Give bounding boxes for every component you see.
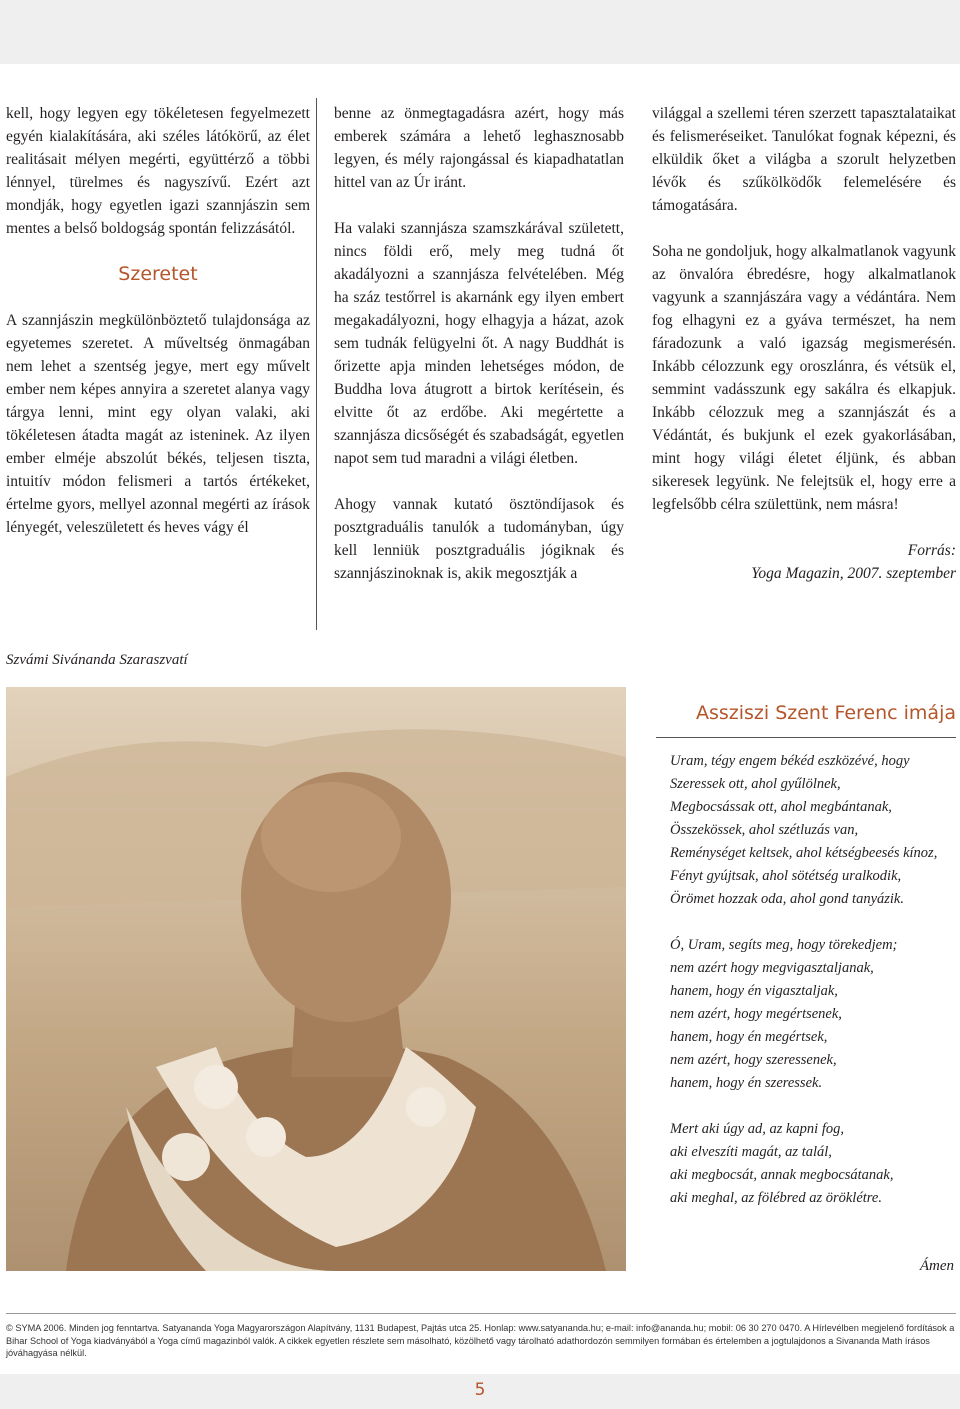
top-band: [0, 0, 960, 64]
prayer-line: Uram, tégy engem békéd eszközévé, hogy: [670, 753, 910, 769]
prayer-amen: Ámen: [919, 1258, 954, 1274]
paragraph: Soha ne gondoljuk, hogy alkalmatlanok vagyunk az önvalóra ébredésre, hogy alkalmatlanok vagyunk a szannjászára vagy a védántára. Nem fog elhagyni ez a gyáva természet, ha nem fáradozunk a való igazság megismerésén. Inkább célozzunk egy oroszlánra, és vétsük el, semmint vadásszunk egy sakálra és elkapjuk. Inkább célozzuk meg a szannjászát és a Védántát, és bukjunk el ezek gyakorlásában, mint hogy világi életet éljünk, és abban sikeresek legyünk. Ne felejtsük el, hogy erre a legfelsőbb célra születtünk, nem másra!: [652, 243, 956, 513]
photo-caption: Szvámi Sivánanda Szaraszvatí: [6, 652, 188, 668]
column-1: [6, 102, 310, 539]
prayer-title: Assziszi Szent Ferenc imája: [695, 702, 956, 724]
source-label: Forrás:: [907, 542, 956, 559]
prayer-line: nem azért, hogy megértsenek,: [670, 1006, 842, 1022]
column-divider: [316, 98, 317, 630]
prayer-line: Megbocsássak ott, ahol megbántanak,: [670, 799, 892, 815]
paragraph: A szannjászin megkülönböztető tulajdonsága az egyetemes szeretet. A műveltség önmagában nem lehet a szentség jegye, mert egy művelt ember nem képes annyira a szeretet alanya vagy tárgya lenni, mint egy olyan valaki, aki tökéletesen átadta magát az isteninek. Az ilyen ember elméje abszolút békés, teljesen tiszta, intuitív módon felismeri a tartós értékeket, értelme gyors, mellyel azonnal megérti az írások lényegét, veleszületett és heves vágy él: [6, 312, 310, 536]
prayer-line: Örömet hozzak oda, ahol gond tanyázik.: [670, 891, 904, 907]
paragraph: kell, hogy legyen egy tökéletesen fegyelmezett egyén kialakítására, aki széles látókörű, az élet realitásait mélyen megérti, együttérző a többi lénnyel, türelmes és nagyszívű. Ezért azt mondják, hogy egyetlen igazi szannjászin sem mentes a belső boldogság spontán felizzásától.: [6, 105, 310, 237]
prayer-line: Szeressek ott, ahol gyűlölnek,: [670, 776, 841, 792]
prayer-line: aki meghal, az fölébred az öröklétre.: [670, 1190, 882, 1206]
prayer-text: [670, 750, 960, 1233]
footer-divider: [6, 1313, 956, 1314]
source-citation: Yoga Magazin, 2007. szeptember: [751, 565, 956, 582]
prayer-line: Fényt gyújtsak, ahol sötétség uralkodik,: [670, 868, 902, 884]
prayer-stanza: [670, 934, 960, 1095]
prayer-line: Ó, Uram, segíts meg, hogy törekedjem;: [670, 937, 898, 953]
prayer-line: nem azért, hogy szeressenek,: [670, 1052, 837, 1068]
paragraph: benne az önmegtagadásra azért, hogy más emberek számára a lehető leghasznosabb legyen, és mély rajongással és kiapadhatatlan hittel van az Úr iránt.: [334, 105, 624, 191]
prayer-divider: [656, 737, 956, 738]
paragraph: Ahogy vannak kutató ösztöndíjasok és posztgraduális tanulók a tudományban, úgy kell lenniük posztgraduális jógiknak és szannjászinoknak is, akik megosztják a: [334, 496, 624, 582]
prayer-line: Reménységet keltsek, ahol kétségbeesés kínoz,: [670, 845, 938, 861]
prayer-line: hanem, hogy én vigasztaljak,: [670, 983, 838, 999]
paragraph: világgal a szellemi téren szerzett tapasztalataikat és felismeréseiket. Tanulókat fognak képezni, és elküldik őket a világba a szorult helyzetben lévők és szűkölködők felemelésére és támogatására.: [652, 105, 956, 214]
prayer-line: Mert aki úgy ad, az kapni fog,: [670, 1121, 844, 1137]
column-3: [652, 102, 956, 585]
prayer-line: hanem, hogy én szeressek.: [670, 1075, 823, 1091]
prayer-line: nem azért hogy megvigasztaljanak,: [670, 960, 874, 976]
portrait-photo: [6, 687, 626, 1271]
prayer-stanza: [670, 750, 960, 911]
prayer-line: hanem, hogy én megértsek,: [670, 1029, 828, 1045]
prayer-stanza: [670, 1118, 960, 1210]
page-number: 5: [474, 1380, 486, 1400]
prayer-line: aki elveszíti magát, az talál,: [670, 1144, 832, 1160]
prayer-line: Összekössek, ahol szétluzás van,: [670, 822, 859, 838]
paragraph: Ha valaki szannjásza szamszkárával született, nincs földi erő, mely meg tudná őt akadályozni a szannjásza felvételében. Még ha száz testőrrel is akarnánk egy ilyen embert megakadályozni, hogy elhagyja a házat, azok sem tudnák felügyelni őt. A nagy Buddhát is őrizette apja minden lehetséges módon, de Buddha lova átugrott a birtok kerítésein, és elvitte őt az erdőbe. Aki megértette a szannjásza dicsőségét és szabadságát, egyetlen napot sem tud maradni a világi életben.: [334, 220, 624, 467]
footer-copyright: © SYMA 2006. Minden jog fenntartva. Satyananda Yoga Magyarországon Alapítvány, 1131 Budapest, Pajtás utca 25. Honlap: www.satyananda.hu; e-mail: info@ananda.hu; mobil: 06 30 270 0470. A Hírlevélben megjelenő fordítások a Bihar School of Yoga kiadványából a Yoga című magazinból valók. A cikkek egyetlen részlete sem másolható, közölhető vagy tárolható adathordozón semmilyen formában és értelemben a jogtulajdonos a Sivananda Math írásos jóváhagyása nélkül.: [6, 1323, 955, 1358]
column-2: [334, 102, 624, 585]
portrait-illustration: [6, 687, 626, 1271]
section-heading: Szeretet: [118, 263, 198, 285]
prayer-line: aki megbocsát, annak megbocsátanak,: [670, 1167, 894, 1183]
